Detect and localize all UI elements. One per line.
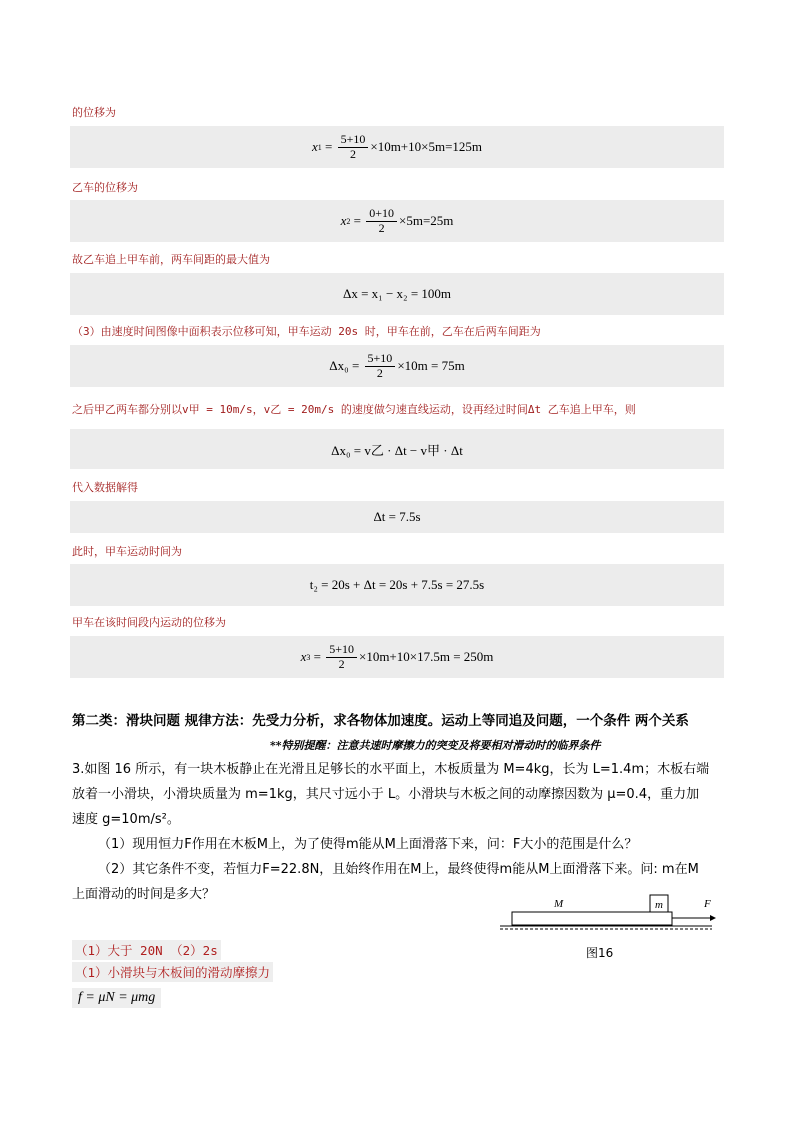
label-yi-displacement: 乙车的位移为 bbox=[72, 181, 138, 194]
equation-x2: x 2 = $\frac{0+10}{2}$ ×5m=25m bbox=[70, 200, 724, 242]
equation-catchup: Δx₀ = v乙 · Δt − v甲 · Δt bbox=[70, 429, 724, 469]
question-1: （1）现用恒力F作用在木板M上，为了使得m能从M上面滑落下来，问：F大小的范围是什么？ bbox=[98, 837, 638, 852]
label-substitute: 代入数据解得 bbox=[72, 481, 138, 494]
board-M bbox=[512, 912, 672, 925]
problem-3 bbox=[72, 757, 732, 907]
special-tip: **特别提醒：注意共速时摩擦力的突变及将要相对滑动时的临界条件 bbox=[270, 739, 601, 752]
board-block-diagram bbox=[498, 890, 728, 938]
equation-delta-x: Δx = x₁ − x₂ = 100m bbox=[70, 273, 724, 315]
arrow-head bbox=[710, 915, 716, 921]
answer-equation: f = μN = μmg bbox=[72, 988, 161, 1008]
label-F: F bbox=[704, 898, 711, 910]
label-m: m bbox=[655, 899, 663, 911]
equation-x3: x 3 = $\frac{5+10}{2}$ ×10m+10×17.5m = 250m bbox=[70, 636, 724, 678]
label-part3: （3）由速度时间图像中面积表示位移可知，甲车运动 20s 时，甲车在前，乙车在后两车间距为 bbox=[72, 325, 541, 338]
problem-line-2: 放着一小滑块，小滑块质量为 m=1kg，其尺寸远小于 L。小滑块与木板之间的动摩擦因数为 μ=0.4，重力加 bbox=[72, 787, 700, 802]
figure-16 bbox=[498, 890, 728, 962]
problem-line-1: 3.如图 16 所示，有一块木板静止在光滑且足够长的水平面上，木板质量为 M=4kg，长为 L=1.4m；木板右端 bbox=[72, 762, 710, 777]
question-2-line-1: （2）其它条件不变，若恒力F=22.8N，且始终作用在M上，最终使得m能从M上面滑落下来。问: m在M bbox=[98, 862, 699, 877]
answer-line-1: （1）小滑块与木板间的滑动摩擦力 bbox=[72, 962, 273, 982]
answer-summary: （1）大于 20N （2）2s bbox=[72, 940, 221, 960]
equation-delta-x0: Δx₀ = $\frac{5+10}{2}$ ×10m = 75m bbox=[70, 345, 724, 387]
label-period-displacement: 甲车在该时间段内运动的位移为 bbox=[72, 616, 226, 629]
section-heading: 第二类：滑块问题 规律方法：先受力分析，求各物体加速度。运动上等同追及问题，一个条件 两个关系 bbox=[72, 713, 689, 729]
figure-caption: 图16 bbox=[586, 946, 614, 960]
label-jia-displacement: 的位移为 bbox=[72, 106, 116, 119]
label-time: 此时，甲车运动时间为 bbox=[72, 545, 182, 558]
label-after-motion: 之后甲乙两车都分别以v甲 = 10m/s，v乙 = 20m/s 的速度做匀速直线运动，设再经过时间Δt 乙车追上甲车，则 bbox=[72, 403, 636, 416]
label-max-gap: 故乙车追上甲车前，两车间距的最大值为 bbox=[72, 253, 270, 266]
equation-t2: t₂ = 20s + Δt = 20s + 7.5s = 27.5s bbox=[70, 564, 724, 606]
equation-delta-t: Δt = 7.5s bbox=[70, 501, 724, 533]
equation-x1: x 1 = $\frac{5+10}{2}$ ×10m+10×5m=125m bbox=[70, 126, 724, 168]
label-M: M bbox=[554, 898, 564, 910]
problem-line-3: 速度 g=10m/s²。 bbox=[72, 812, 180, 827]
question-2-line-2: 上面滑动的时间是多大？ bbox=[72, 887, 216, 902]
